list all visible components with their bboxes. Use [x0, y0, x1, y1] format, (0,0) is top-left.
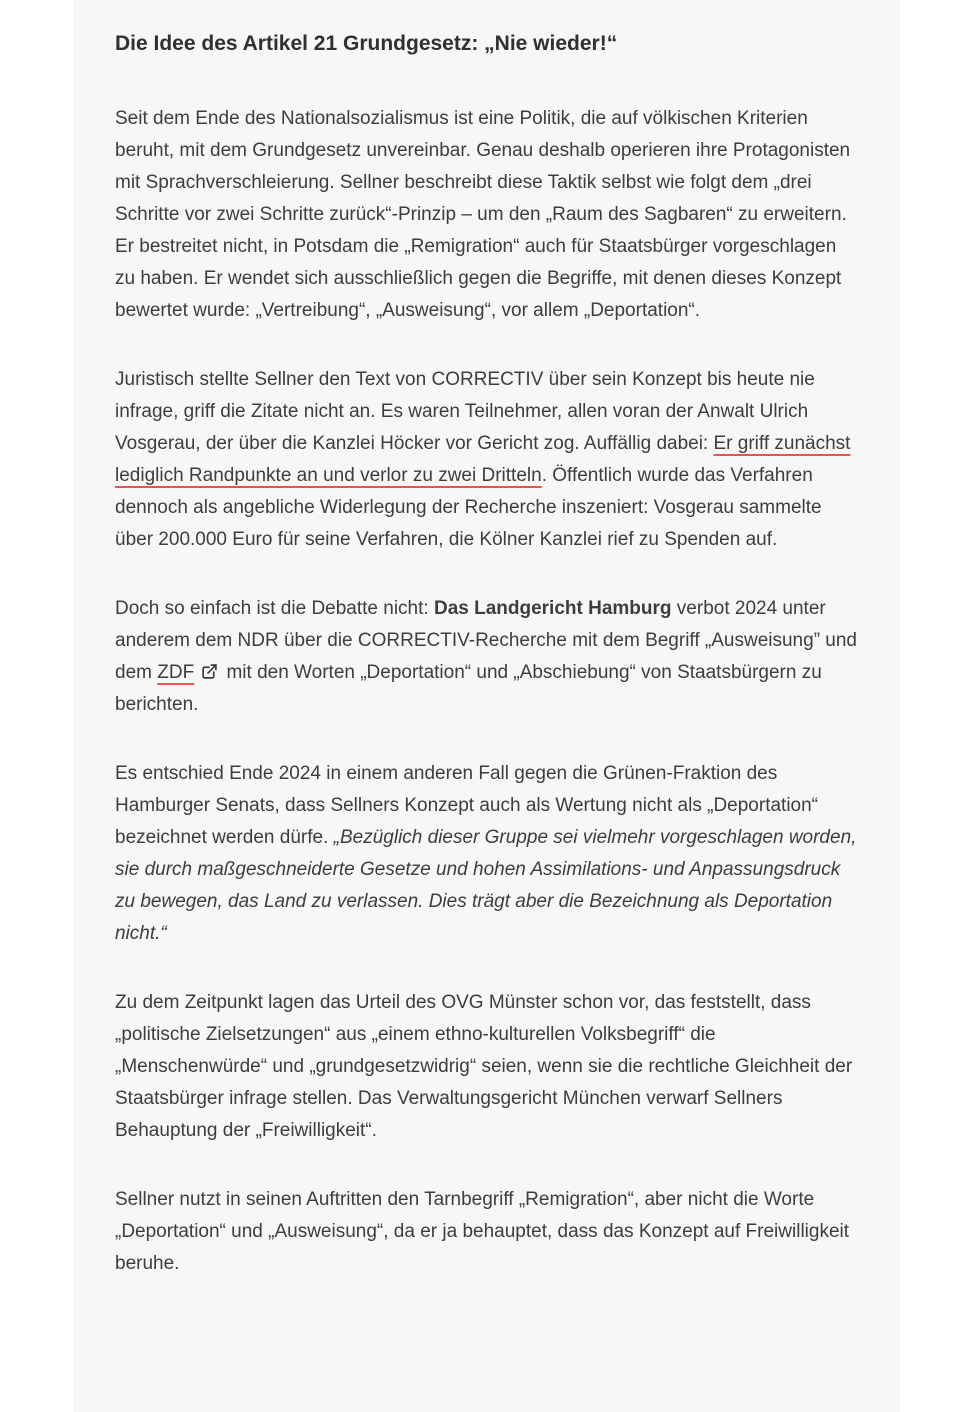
text-run: Doch so einfach ist die Debatte nicht:	[115, 598, 434, 619]
article-body	[115, 103, 859, 1280]
text-run: Es entschied Ende 2024 in einem anderen Fall gegen die Grünen-Fraktion des Hamburger Senats, dass Sellners Konzept auch als Wertung nicht als „Deportation“ bezeichnet werden dürfe.	[115, 763, 819, 848]
text-run: Seit dem Ende des Nationalsozialismus ist eine Politik, die auf völkischen Kriterien beruht, mit dem Grundgesetz unvereinbar. Genau deshalb operieren ihre Protagonisten mit Sprachverschleierung. Sellner beschreibt diese Taktik selbst wie folgt dem „drei Schritte vor zwei Schritte zurück“-Prinzip – um den „Raum des Sagbaren“ zu erweitern. Er bestreitet nicht, in Potsdam die „Remigration“ auch für Staatsbürger vorgeschlagen zu haben. Er wendet sich ausschließlich gegen die Begriffe, mit denen dieses Konzept bewertet wurde: „Vertreibung“, „Ausweisung“, vor allem „Deportation“.	[115, 108, 851, 321]
paragraph	[115, 758, 859, 950]
paragraph	[115, 103, 859, 327]
text-run: verbot 2024 unter anderem dem NDR über die CORRECTIV-Recherche mit dem Begriff „Ausweisung” und dem	[115, 598, 858, 683]
text-run: mit den Worten „Deportation“ und „Abschiebung“ von Staatsbürgern zu berichten.	[115, 662, 822, 715]
article-content-column	[73, 0, 900, 1412]
paragraph	[115, 987, 859, 1147]
inline-link[interactable]: Er griff zunächst lediglich Randpunkte an und verlor zu zwei Dritteln	[115, 433, 851, 486]
external-link-icon	[201, 663, 218, 680]
paragraph	[115, 593, 859, 721]
text-run: Juristisch stellte Sellner den Text von CORRECTIV über sein Konzept bis heute nie infrage, griff die Zitate nicht an. Es waren Teilnehmer, allen voran der Anwalt Ulrich Vosgerau, der über die Kanzlei Höcker vor Gericht zog. Auffällig dabei:	[115, 369, 815, 454]
inline-link[interactable]: ZDF	[157, 662, 195, 683]
text-run: . Öffentlich wurde das Verfahren dennoch als angebliche Widerlegung der Recherche inszeniert: Vosgerau sammelte über 200.000 Euro für seine Verfahren, die Kölner Kanzlei rief zu Spenden auf.	[115, 465, 822, 550]
paragraph	[115, 1184, 859, 1280]
paragraph	[115, 364, 859, 556]
article-title: Die Idee des Artikel 21 Grundgesetz: „Nie wieder!“	[115, 32, 618, 55]
quoted-italic-text: „Bezüglich dieser Gruppe sei vielmehr vorgeschlagen worden, sie durch maßgeschneiderte Gesetze und hohen Assimilations- und Anpassungsdruck zu bewegen, das Land zu verlassen. Dies trägt aber die Bezeichnung als Deportation nicht.“	[115, 827, 857, 944]
text-run: Sellner nutzt in seinen Auftritten den Tarnbegriff „Remigration“, aber nicht die Worte „Deportation“ und „Ausweisung“, da er ja behauptet, dass das Konzept auf Freiwilligkeit beruhe.	[115, 1189, 850, 1274]
bold-text: Das Landgericht Hamburg	[433, 598, 672, 619]
text-run: Zu dem Zeitpunkt lagen das Urteil des OVG Münster schon vor, das feststellt, dass „politische Zielsetzungen“ aus „einem ethno-kulturellen Volksbegriff“ die „Menschenwürde“ und „grundgesetzwidrig“ seien, wenn sie die rechtliche Gleichheit der Staatsbürger infrage stellen. Das Verwaltungsgericht München verwarf Sellners Behauptung der „Freiwilligkeit“.	[115, 992, 853, 1141]
